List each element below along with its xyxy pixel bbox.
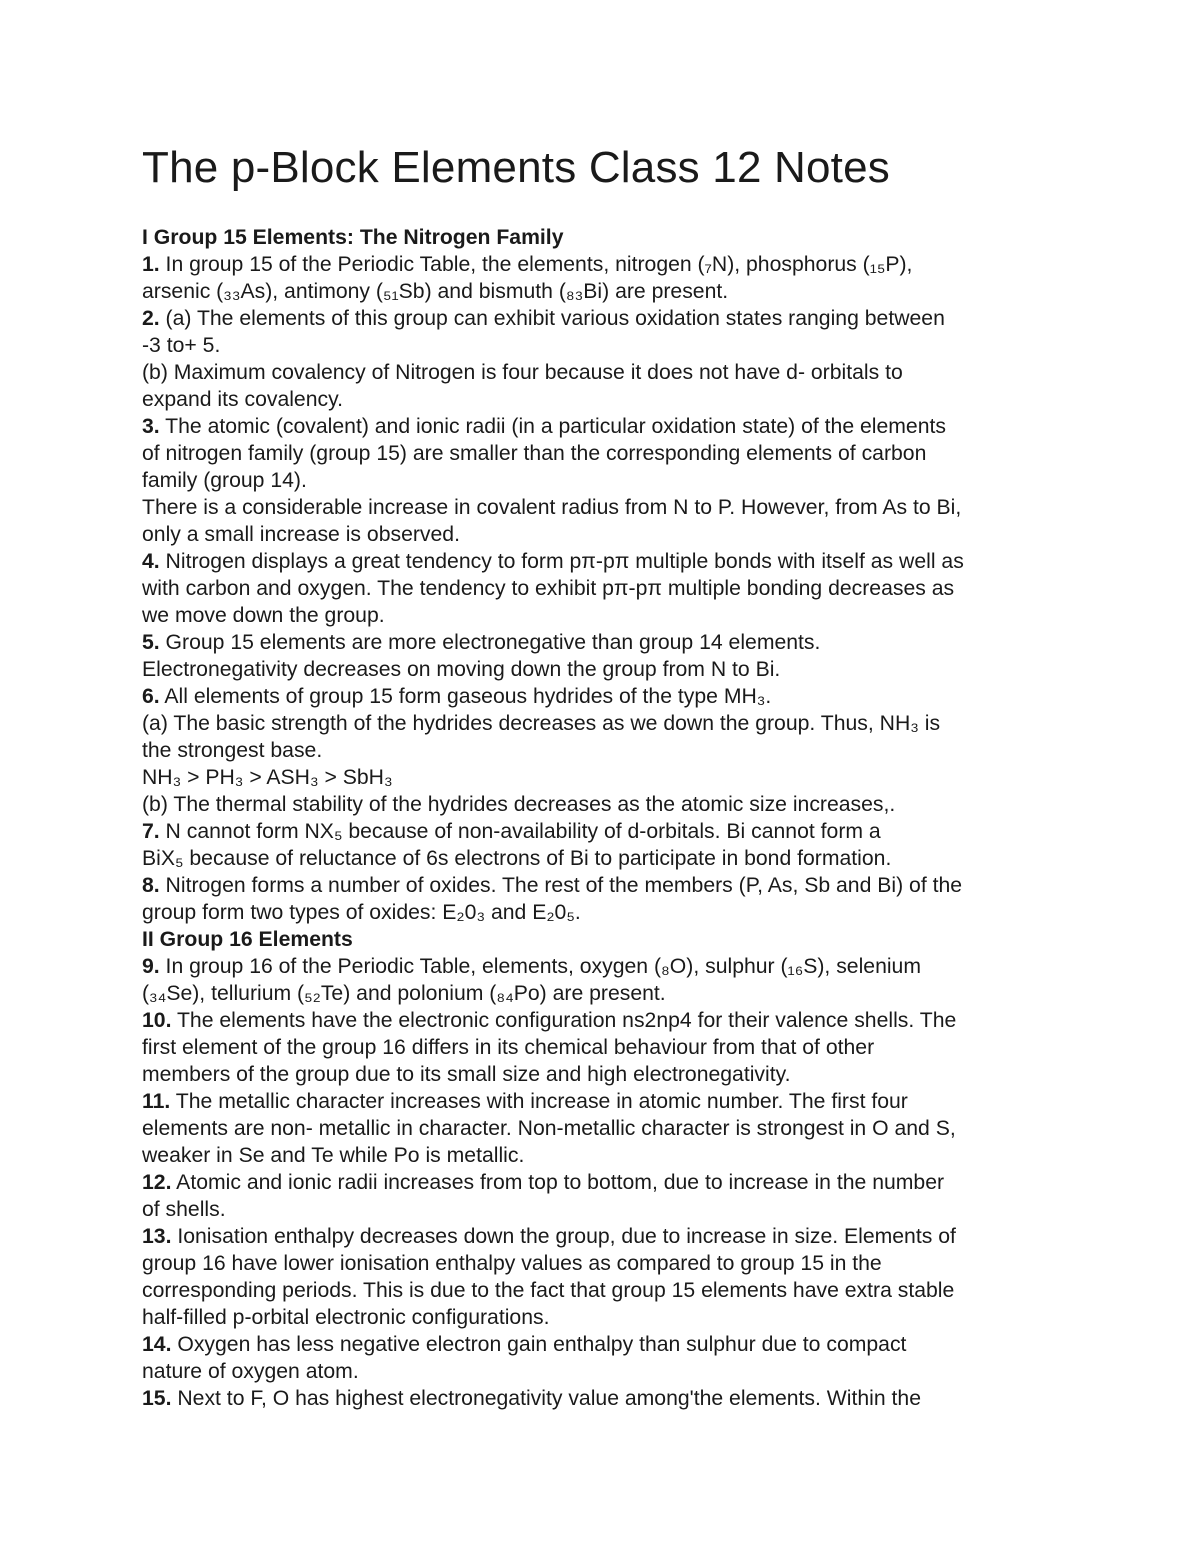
text-line <box>142 1142 1062 1169</box>
item-number: 6. <box>142 685 160 708</box>
text-line <box>142 1385 1062 1412</box>
text-line <box>142 899 1062 926</box>
line-text: (b) Maximum covalency of Nitrogen is four because it does not have d- orbitals to <box>142 361 903 384</box>
text-line <box>142 764 1062 791</box>
text-line <box>142 737 1062 764</box>
text-line <box>142 629 1062 656</box>
line-text: N cannot form NX₅ because of non-availability of d-orbitals. Bi cannot form a <box>159 820 881 843</box>
line-text: The metallic character increases with increase in atomic number. The first four <box>170 1090 908 1113</box>
item-number: 4. <box>142 550 160 573</box>
text-line <box>142 521 1062 548</box>
item-number: 12. <box>142 1171 172 1194</box>
item-number: 8. <box>142 874 160 897</box>
line-text: only a small increase is observed. <box>142 523 460 546</box>
text-line <box>142 332 1062 359</box>
text-line <box>142 1115 1062 1142</box>
item-number: 3. <box>142 415 160 438</box>
text-line <box>142 1034 1062 1061</box>
line-text: Oxygen has less negative electron gain enthalpy than sulphur due to compact <box>171 1333 907 1356</box>
item-number: 2. <box>142 307 160 330</box>
text-line <box>142 791 1062 818</box>
line-text: elements are non- metallic in character. Non-metallic character is strongest in O and S, <box>142 1117 956 1140</box>
line-text: weaker in Se and Te while Po is metallic. <box>142 1144 525 1167</box>
line-text: members of the group due to its small size and high electronegativity. <box>142 1063 791 1086</box>
text-line <box>142 980 1062 1007</box>
item-number: 11. <box>142 1090 171 1113</box>
line-text: Next to F, O has highest electronegativity value among'the elements. Within the <box>171 1387 921 1410</box>
line-text: with carbon and oxygen. The tendency to exhibit pπ-pπ multiple bonding decreases as <box>142 577 955 600</box>
text-line <box>142 1007 1062 1034</box>
text-line <box>142 656 1062 683</box>
line-text: Atomic and ionic radii increases from top to bottom, due to increase in the number <box>171 1171 945 1194</box>
line-text: family (group 14). <box>142 469 307 492</box>
text-line <box>142 494 1062 521</box>
line-text: Ionisation enthalpy decreases down the group, due to increase in size. Elements of <box>171 1225 956 1248</box>
text-line <box>142 710 1062 737</box>
text-line <box>142 1250 1062 1277</box>
line-text: All elements of group 15 form gaseous hydrides of the type MH₃. <box>159 685 772 708</box>
line-text: Electronegativity decreases on moving down the group from N to Bi. <box>142 658 781 681</box>
text-line <box>142 872 1062 899</box>
item-number: 15. <box>142 1387 172 1410</box>
text-line <box>142 1277 1062 1304</box>
text-line <box>142 548 1062 575</box>
line-text: group form two types of oxides: E₂0₃ and E₂0₅. <box>142 901 581 924</box>
text-line <box>142 386 1062 413</box>
text-line <box>142 1061 1062 1088</box>
item-number: 1. <box>142 253 160 276</box>
text-line <box>142 1331 1062 1358</box>
section-heading <box>142 224 1062 251</box>
text-line <box>142 845 1062 872</box>
line-text: Nitrogen forms a number of oxides. The rest of the members (P, As, Sb and Bi) of the <box>159 874 963 897</box>
line-text: first element of the group 16 differs in its chemical behaviour from that of other <box>142 1036 875 1059</box>
text-line <box>142 953 1062 980</box>
line-text: NH₃ > PH₃ > ASH₃ > SbH₃ <box>142 766 393 789</box>
line-text: Nitrogen displays a great tendency to form pπ-pπ multiple bonds with itself as well as <box>159 550 964 573</box>
text-line <box>142 1196 1062 1223</box>
text-line <box>142 305 1062 332</box>
item-number: 9. <box>142 955 160 978</box>
line-text: BiX₅ because of reluctance of 6s electrons of Bi to participate in bond formation. <box>142 847 892 870</box>
text-line <box>142 1304 1062 1331</box>
line-text: There is a considerable increase in covalent radius from N to P. However, from As to Bi, <box>142 496 962 519</box>
item-number: 10. <box>142 1009 172 1032</box>
line-text: the strongest base. <box>142 739 323 762</box>
line-text: of shells. <box>142 1198 226 1221</box>
text-line <box>142 413 1062 440</box>
text-line <box>142 467 1062 494</box>
item-number: 7. <box>142 820 160 843</box>
section-heading <box>142 926 1062 953</box>
page-title: The p-Block Elements Class 12 Notes <box>142 143 890 192</box>
line-text: group 16 have lower ionisation enthalpy values as compared to group 15 in the <box>142 1252 882 1275</box>
line-text: The atomic (covalent) and ionic radii (in a particular oxidation state) of the elements <box>159 415 946 438</box>
line-text: In group 15 of the Periodic Table, the elements, nitrogen (₇N), phosphorus (₁₅P), <box>159 253 913 276</box>
text-line <box>142 683 1062 710</box>
line-text: (a) The elements of this group can exhibit various oxidation states ranging between <box>159 307 945 330</box>
line-text: expand its covalency. <box>142 388 344 411</box>
text-line <box>142 359 1062 386</box>
text-line <box>142 602 1062 629</box>
line-text: -3 to+ 5. <box>142 334 221 357</box>
document-page <box>142 140 1062 1412</box>
line-text: (b) The thermal stability of the hydrides decreases as the atomic size increases,. <box>142 793 896 816</box>
line-text: corresponding periods. This is due to the fact that group 15 elements have extra stable <box>142 1279 955 1302</box>
line-text: we move down the group. <box>142 604 385 627</box>
line-text: II Group 16 Elements <box>142 928 353 951</box>
text-line <box>142 818 1062 845</box>
text-line <box>142 251 1062 278</box>
line-text: (a) The basic strength of the hydrides decreases as we down the group. Thus, NH₃ is <box>142 712 941 735</box>
text-line <box>142 1088 1062 1115</box>
line-text: Group 15 elements are more electronegative than group 14 elements. <box>159 631 821 654</box>
line-text: The elements have the electronic configuration ns2np4 for their valence shells. The <box>171 1009 957 1032</box>
line-text: of nitrogen family (group 15) are smaller than the corresponding elements of carbon <box>142 442 927 465</box>
item-number: 5. <box>142 631 160 654</box>
line-text: arsenic (₃₃As), antimony (₅₁Sb) and bismuth (₈₃Bi) are present. <box>142 280 729 303</box>
text-line <box>142 1169 1062 1196</box>
document-body <box>142 224 1062 1412</box>
text-line <box>142 1358 1062 1385</box>
line-text: half-filled p-orbital electronic configurations. <box>142 1306 550 1329</box>
text-line <box>142 1223 1062 1250</box>
text-line <box>142 575 1062 602</box>
item-number: 13. <box>142 1225 172 1248</box>
line-text: nature of oxygen atom. <box>142 1360 359 1383</box>
item-number: 14. <box>142 1333 172 1356</box>
line-text: (₃₄Se), tellurium (₅₂Te) and polonium (₈₄Po) are present. <box>142 982 666 1005</box>
text-line <box>142 278 1062 305</box>
line-text: I Group 15 Elements: The Nitrogen Family <box>142 226 564 249</box>
text-line <box>142 440 1062 467</box>
line-text: In group 16 of the Periodic Table, elements, oxygen (₈O), sulphur (₁₆S), selenium <box>159 955 921 978</box>
